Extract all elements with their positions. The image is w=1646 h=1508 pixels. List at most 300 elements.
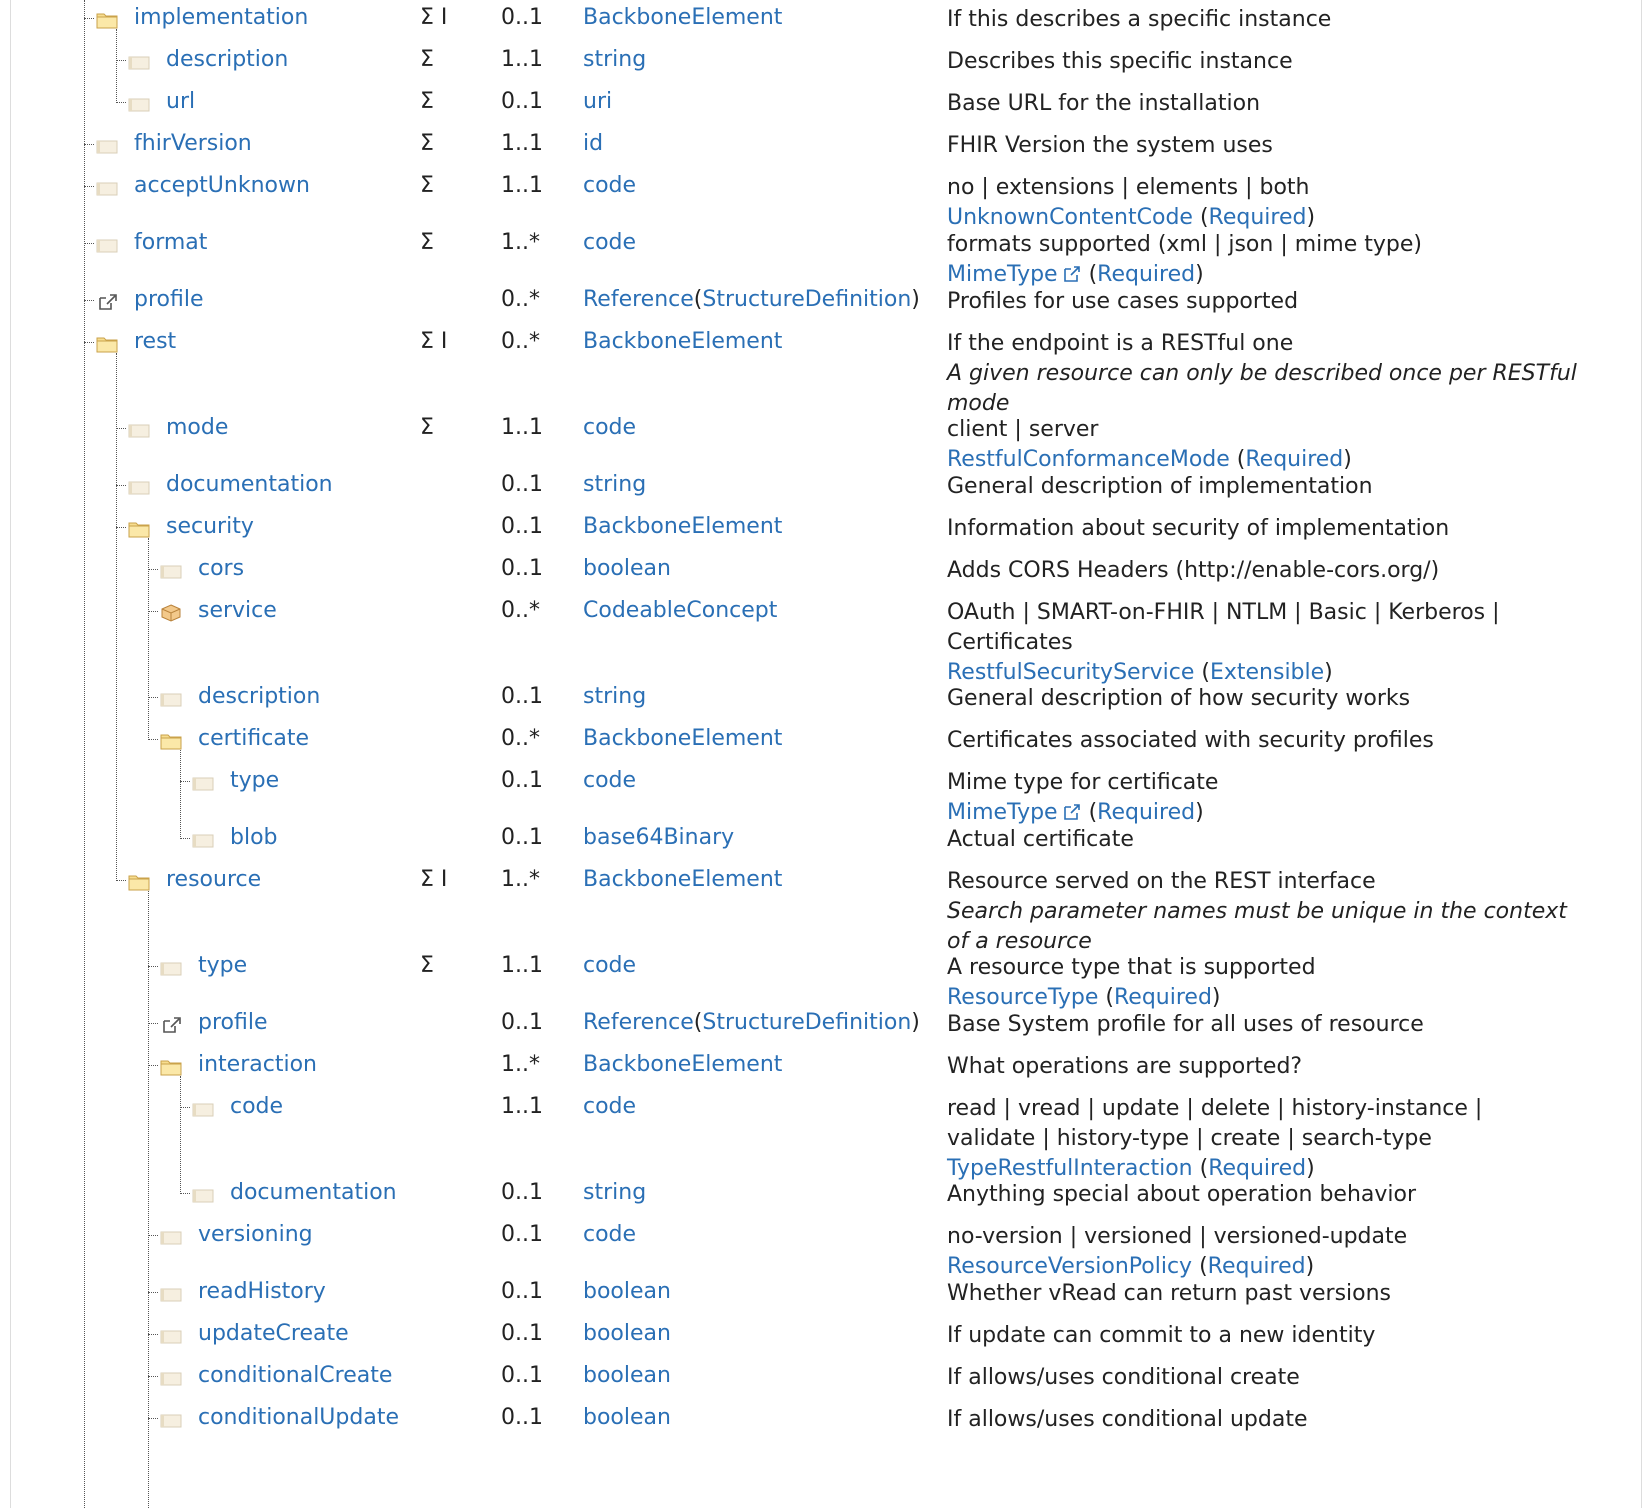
reference-icon [96, 292, 118, 310]
short-description: If allows/uses conditional update [947, 1407, 1308, 1432]
paren: ( [1194, 660, 1210, 685]
type-cell [583, 329, 782, 354]
type-link[interactable]: code [583, 953, 637, 978]
binding-link[interactable]: RestfulSecurityService [947, 660, 1195, 685]
tree-connector [84, 18, 94, 19]
binding-strength-link[interactable]: Required [1207, 1254, 1306, 1279]
cardinality-cell: 0..* [501, 329, 540, 354]
tree-guide-root [84, 0, 85, 1508]
cardinality-cell: 0..1 [501, 556, 543, 581]
paren: ( [1081, 262, 1098, 287]
short-description: Base URL for the installation [947, 91, 1261, 116]
type-link[interactable]: base64Binary [583, 825, 735, 850]
element-icon [128, 52, 150, 70]
table-row [0, 171, 1646, 231]
flags-cell: Σ [420, 173, 434, 198]
type-link[interactable]: id [583, 131, 604, 156]
element-name-link[interactable]: implementation [134, 5, 309, 30]
short-description: Anything special about operation behavior [947, 1182, 1417, 1207]
table-row [0, 470, 1646, 500]
tree-guide [116, 29, 117, 103]
table-row [0, 1361, 1646, 1391]
paren: ) [1305, 1254, 1315, 1279]
tree-connector [84, 186, 94, 187]
binding-link[interactable]: TypeRestfulInteraction [947, 1156, 1193, 1181]
element-icon [160, 1368, 182, 1386]
type-link[interactable]: boolean [583, 1279, 671, 1304]
short-description: What operations are supported? [947, 1054, 1303, 1079]
table-row [0, 1050, 1646, 1080]
binding-strength-link[interactable]: Required [1097, 262, 1196, 287]
description-cell [947, 726, 1587, 756]
type-cell [583, 556, 671, 581]
tree-connector [84, 144, 94, 145]
tree-guide [116, 353, 117, 881]
type-cell [583, 1180, 646, 1205]
type-target-link[interactable]: StructureDefinition [702, 1010, 912, 1035]
description-cell [947, 1279, 1587, 1309]
binding-link[interactable]: MimeType [947, 262, 1058, 287]
table-row [0, 3, 1646, 33]
tree-connector [148, 569, 158, 570]
binding-link[interactable]: MimeType [947, 800, 1058, 825]
element-name-link[interactable]: security [166, 514, 254, 539]
binding-strength-link[interactable]: Extensible [1209, 660, 1325, 685]
short-description-cont: validate | history-type | create | search-type [947, 1126, 1432, 1151]
type-cell [583, 89, 612, 114]
element-name-link[interactable]: type [230, 768, 280, 793]
description-cell [947, 1052, 1587, 1082]
cardinality-cell: 1..1 [501, 47, 543, 72]
element-name-link[interactable]: readHistory [198, 1279, 326, 1304]
paren: ) [1306, 205, 1316, 230]
tree-connector [148, 611, 158, 612]
type-link[interactable]: string [583, 472, 647, 497]
paren: ( [1192, 205, 1209, 230]
element-name-link[interactable]: description [198, 684, 321, 709]
element-icon [160, 561, 182, 579]
binding-strength-link[interactable]: Required [1208, 1156, 1307, 1181]
type-link[interactable]: uri [583, 89, 613, 114]
tree-connector [116, 527, 126, 528]
description-cell [947, 598, 1587, 688]
tree-connector [148, 1065, 158, 1066]
short-description: If this describes a specific instance [947, 7, 1332, 32]
description-cell [947, 1363, 1587, 1393]
element-name-link[interactable]: mode [166, 415, 229, 440]
table-row [0, 951, 1646, 1011]
short-description: Actual certificate [947, 827, 1134, 852]
tree-connector [148, 966, 158, 967]
element-icon [160, 1410, 182, 1428]
type-cell [583, 598, 777, 623]
paren: ( [693, 1010, 703, 1035]
description-cell [947, 1405, 1587, 1435]
tree-connector [148, 1418, 158, 1419]
tree-connector [116, 60, 126, 61]
description-cell [947, 173, 1587, 233]
cardinality-cell: 0..* [501, 598, 540, 623]
tree-connector [180, 1193, 190, 1194]
table-row [0, 1008, 1646, 1038]
paren: ) [911, 287, 920, 312]
description-cell [947, 867, 1587, 957]
folder-icon [160, 1057, 182, 1075]
short-description: Whether vRead can return past versions [947, 1281, 1392, 1306]
element-icon [128, 420, 150, 438]
description-cell [947, 472, 1587, 502]
type-cell [583, 1363, 671, 1388]
type-link[interactable]: string [583, 684, 647, 709]
element-name-link[interactable]: code [230, 1094, 284, 1119]
type-cell [583, 867, 782, 892]
paren: ) [1195, 800, 1204, 825]
element-name-link[interactable]: certificate [198, 726, 310, 751]
short-description: Base System profile for all uses of resource [947, 1012, 1424, 1037]
table-row [0, 766, 1646, 826]
element-icon [192, 830, 214, 848]
element-icon [192, 773, 214, 791]
cardinality-cell: 0..1 [501, 89, 543, 114]
type-cell [583, 514, 782, 539]
description-cell [947, 287, 1587, 317]
type-link[interactable]: BackboneElement [583, 1052, 783, 1077]
type-cell [583, 1052, 782, 1077]
type-link[interactable]: boolean [583, 1405, 671, 1430]
element-name-link[interactable]: rest [134, 329, 177, 354]
description-cell [947, 953, 1587, 1013]
tree-guide [148, 891, 149, 1508]
type-cell [583, 1405, 671, 1430]
paren: ) [1211, 985, 1221, 1010]
tree-guide [180, 1076, 181, 1194]
cardinality-cell: 0..1 [501, 5, 543, 30]
paren: ) [1195, 262, 1204, 287]
tree-connector [180, 1107, 190, 1108]
table-row [0, 413, 1646, 473]
short-description: General description of implementation [947, 474, 1373, 499]
description-cell [947, 329, 1587, 419]
type-link[interactable]: boolean [583, 556, 671, 581]
type-cell [583, 1094, 636, 1119]
short-description: Mime type for certificate [947, 770, 1219, 795]
reference-icon [160, 1015, 182, 1033]
description-cell [947, 768, 1587, 828]
type-link[interactable]: code [583, 768, 637, 793]
cardinality-cell: 0..1 [501, 514, 543, 539]
table-row [0, 327, 1646, 417]
cardinality-cell: 1..* [501, 867, 540, 892]
binding-link[interactable]: ResourceVersionPolicy [947, 1254, 1193, 1279]
type-link[interactable]: code [583, 415, 637, 440]
element-icon [160, 689, 182, 707]
element-name-link[interactable]: versioning [198, 1222, 313, 1247]
table-row [0, 1220, 1646, 1280]
flags-cell: Σ [420, 230, 434, 255]
description-cell [947, 556, 1587, 586]
element-name-link[interactable]: updateCreate [198, 1321, 349, 1346]
external-link-icon [1062, 264, 1082, 284]
invariant-text: Search parameter names must be unique in the context of a resource [947, 899, 1567, 954]
type-cell [583, 415, 636, 440]
short-description: If the endpoint is a RESTful one [947, 331, 1294, 356]
description-cell [947, 89, 1587, 119]
cardinality-cell: 1..* [501, 1052, 540, 1077]
paren: ( [1192, 1156, 1209, 1181]
type-cell [583, 1222, 636, 1247]
type-cell [583, 1321, 671, 1346]
type-link[interactable]: CodeableConcept [583, 598, 778, 623]
element-name-link[interactable]: documentation [230, 1180, 397, 1205]
datatype-icon [160, 603, 182, 621]
short-description: no | extensions | elements | both [947, 175, 1310, 200]
element-icon [160, 1284, 182, 1302]
folder-icon [160, 731, 182, 749]
tree-guide [148, 538, 149, 740]
description-cell [947, 47, 1587, 77]
table-row [0, 682, 1646, 712]
short-description: Certificates associated with security profiles [947, 728, 1434, 753]
cardinality-cell: 0..1 [501, 1363, 543, 1388]
short-description: Information about security of implementation [947, 516, 1450, 541]
short-description: Resource served on the REST interface [947, 869, 1376, 894]
paren: ) [1324, 660, 1333, 685]
cardinality-cell: 0..1 [501, 1321, 543, 1346]
element-icon [160, 1227, 182, 1245]
type-link[interactable]: code [583, 230, 637, 255]
element-icon [160, 958, 182, 976]
description-cell [947, 230, 1587, 290]
tree-connector [180, 781, 190, 782]
paren: ( [1229, 447, 1246, 472]
table-row [0, 512, 1646, 542]
type-link[interactable]: code [583, 1222, 637, 1247]
type-link[interactable]: BackboneElement [583, 329, 783, 354]
flags-cell: Σ I [420, 867, 448, 892]
cardinality-cell: 1..* [501, 230, 540, 255]
paren: ( [1192, 1254, 1208, 1279]
tree-connector [148, 1292, 158, 1293]
type-link[interactable]: boolean [583, 1363, 671, 1388]
type-cell [583, 825, 734, 850]
description-cell [947, 514, 1587, 544]
tree-connector [84, 300, 94, 301]
short-description: A resource type that is supported [947, 955, 1316, 980]
short-description: If update can commit to a new identity [947, 1323, 1376, 1348]
element-icon [160, 1326, 182, 1344]
cardinality-cell: 1..1 [501, 1094, 543, 1119]
type-link[interactable]: string [583, 1180, 647, 1205]
tree-connector [84, 243, 94, 244]
element-name-link[interactable]: cors [198, 556, 245, 581]
table-row [0, 1092, 1646, 1182]
type-link[interactable]: BackboneElement [583, 5, 783, 30]
tree-connector [148, 1023, 158, 1024]
tree-connector [148, 1334, 158, 1335]
cardinality-cell: 1..1 [501, 173, 543, 198]
type-link[interactable]: BackboneElement [583, 867, 783, 892]
element-icon [96, 178, 118, 196]
type-cell [583, 47, 646, 72]
type-cell [583, 1279, 671, 1304]
tree-connector [148, 697, 158, 698]
table-row [0, 554, 1646, 584]
type-cell [583, 726, 782, 751]
element-icon [128, 94, 150, 112]
tree-connector [180, 838, 190, 839]
element-icon [96, 235, 118, 253]
element-name-link[interactable]: interaction [198, 1052, 317, 1077]
type-cell [583, 472, 646, 497]
type-cell [583, 953, 636, 978]
short-description: Profiles for use cases supported [947, 289, 1299, 314]
cardinality-cell: 1..1 [501, 131, 543, 156]
folder-icon [128, 519, 150, 537]
cardinality-cell: 0..1 [501, 684, 543, 709]
type-link[interactable]: code [583, 173, 637, 198]
tree-connector [116, 428, 126, 429]
binding-strength-link[interactable]: Required [1208, 205, 1307, 230]
short-description-cont: Certificates [947, 630, 1073, 655]
cardinality-cell: 0..1 [501, 768, 543, 793]
element-name-link[interactable]: acceptUnknown [134, 173, 310, 198]
short-description: no-version | versioned | versioned-update [947, 1224, 1408, 1249]
binding-strength-link[interactable]: Required [1114, 985, 1212, 1010]
description-cell [947, 131, 1587, 161]
short-description: read | vread | update | delete | history-instance | [947, 1096, 1483, 1121]
flags-cell: Σ I [420, 329, 448, 354]
tree-connector [116, 485, 126, 486]
cardinality-cell: 0..* [501, 287, 540, 312]
cardinality-cell: 0..1 [501, 1405, 543, 1430]
tree-connector [148, 739, 158, 740]
type-cell [583, 5, 782, 30]
description-cell [947, 415, 1587, 475]
flags-cell: Σ [420, 953, 434, 978]
cardinality-cell: 0..1 [501, 1279, 543, 1304]
type-link[interactable]: string [583, 47, 647, 72]
type-cell [583, 1010, 920, 1035]
table-row [0, 1319, 1646, 1349]
element-name-link[interactable]: format [134, 230, 208, 255]
tree-connector [116, 102, 126, 103]
element-name-link[interactable]: type [198, 953, 248, 978]
type-link[interactable]: Reference [583, 287, 694, 312]
short-description: OAuth | SMART-on-FHIR | NTLM | Basic | Kerberos | [947, 600, 1500, 625]
table-row [0, 823, 1646, 853]
type-cell [583, 173, 636, 198]
binding-link[interactable]: ResourceType [947, 985, 1099, 1010]
element-icon [96, 136, 118, 154]
table-row [0, 1178, 1646, 1208]
type-link[interactable]: BackboneElement [583, 514, 783, 539]
element-name-link[interactable]: conditionalUpdate [198, 1405, 399, 1430]
paren: ( [1098, 985, 1114, 1010]
description-cell [947, 1222, 1587, 1282]
paren: ) [1306, 1156, 1315, 1181]
short-description: General description of how security works [947, 686, 1411, 711]
cardinality-cell: 0..1 [501, 1010, 543, 1035]
description-cell [947, 825, 1587, 855]
element-name-link[interactable]: conditionalCreate [198, 1363, 393, 1388]
binding-link[interactable]: RestfulConformanceMode [947, 447, 1230, 472]
tree-connector [148, 1235, 158, 1236]
element-icon [192, 1185, 214, 1203]
short-description: client | server [947, 417, 1099, 442]
table-row [0, 1403, 1646, 1433]
short-description: Describes this specific instance [947, 49, 1293, 74]
cardinality-cell: 0..1 [501, 1180, 543, 1205]
element-name-link[interactable]: description [166, 47, 289, 72]
binding-strength-link[interactable]: Required [1245, 447, 1344, 472]
paren: ) [911, 1010, 920, 1035]
element-name-link[interactable]: resource [166, 867, 262, 892]
paren: ( [693, 287, 703, 312]
cardinality-cell: 1..1 [501, 415, 543, 440]
binding-link[interactable]: UnknownContentCode [947, 205, 1193, 230]
description-cell [947, 1010, 1587, 1040]
short-description: formats supported (xml | json | mime type) [947, 232, 1422, 257]
tree-connector [148, 1376, 158, 1377]
description-cell [947, 1321, 1587, 1351]
type-link[interactable]: Reference [583, 1010, 694, 1035]
element-name-link[interactable]: fhirVersion [134, 131, 252, 156]
description-cell [947, 5, 1587, 35]
flags-cell: Σ I [420, 5, 448, 30]
description-cell [947, 684, 1587, 714]
tree-guide [180, 750, 181, 839]
binding-strength-link[interactable]: Required [1097, 800, 1196, 825]
element-name-link[interactable]: documentation [166, 472, 333, 497]
element-name-link[interactable]: blob [230, 825, 278, 850]
table-row [0, 596, 1646, 686]
type-link[interactable]: BackboneElement [583, 726, 783, 751]
element-icon [192, 1099, 214, 1117]
cardinality-cell: 1..1 [501, 953, 543, 978]
short-description: Adds CORS Headers (http://enable-cors.org/) [947, 558, 1440, 583]
external-link-icon [1062, 802, 1082, 822]
table-row [0, 45, 1646, 75]
table-row [0, 228, 1646, 288]
type-link[interactable]: code [583, 1094, 637, 1119]
cardinality-cell: 0..1 [501, 1222, 543, 1247]
type-cell [583, 287, 920, 312]
flags-cell: Σ [420, 131, 434, 156]
element-name-link[interactable]: profile [134, 287, 204, 312]
type-cell [583, 230, 636, 255]
cardinality-cell: 0..* [501, 726, 540, 751]
paren: ( [1081, 800, 1098, 825]
table-row [0, 87, 1646, 117]
type-link[interactable]: boolean [583, 1321, 671, 1346]
flags-cell: Σ [420, 415, 434, 440]
type-target-link[interactable]: StructureDefinition [702, 287, 912, 312]
element-name-link[interactable]: url [166, 89, 196, 114]
type-cell [583, 131, 603, 156]
element-icon [128, 477, 150, 495]
description-cell [947, 1094, 1587, 1184]
table-row [0, 1277, 1646, 1307]
paren: ) [1343, 447, 1352, 472]
flags-cell: Σ [420, 47, 434, 72]
short-description: FHIR Version the system uses [947, 133, 1273, 158]
element-name-link[interactable]: service [198, 598, 277, 623]
tree-connector [84, 342, 94, 343]
flags-cell: Σ [420, 89, 434, 114]
element-name-link[interactable]: profile [198, 1010, 268, 1035]
folder-icon [96, 334, 118, 352]
table-row [0, 724, 1646, 754]
